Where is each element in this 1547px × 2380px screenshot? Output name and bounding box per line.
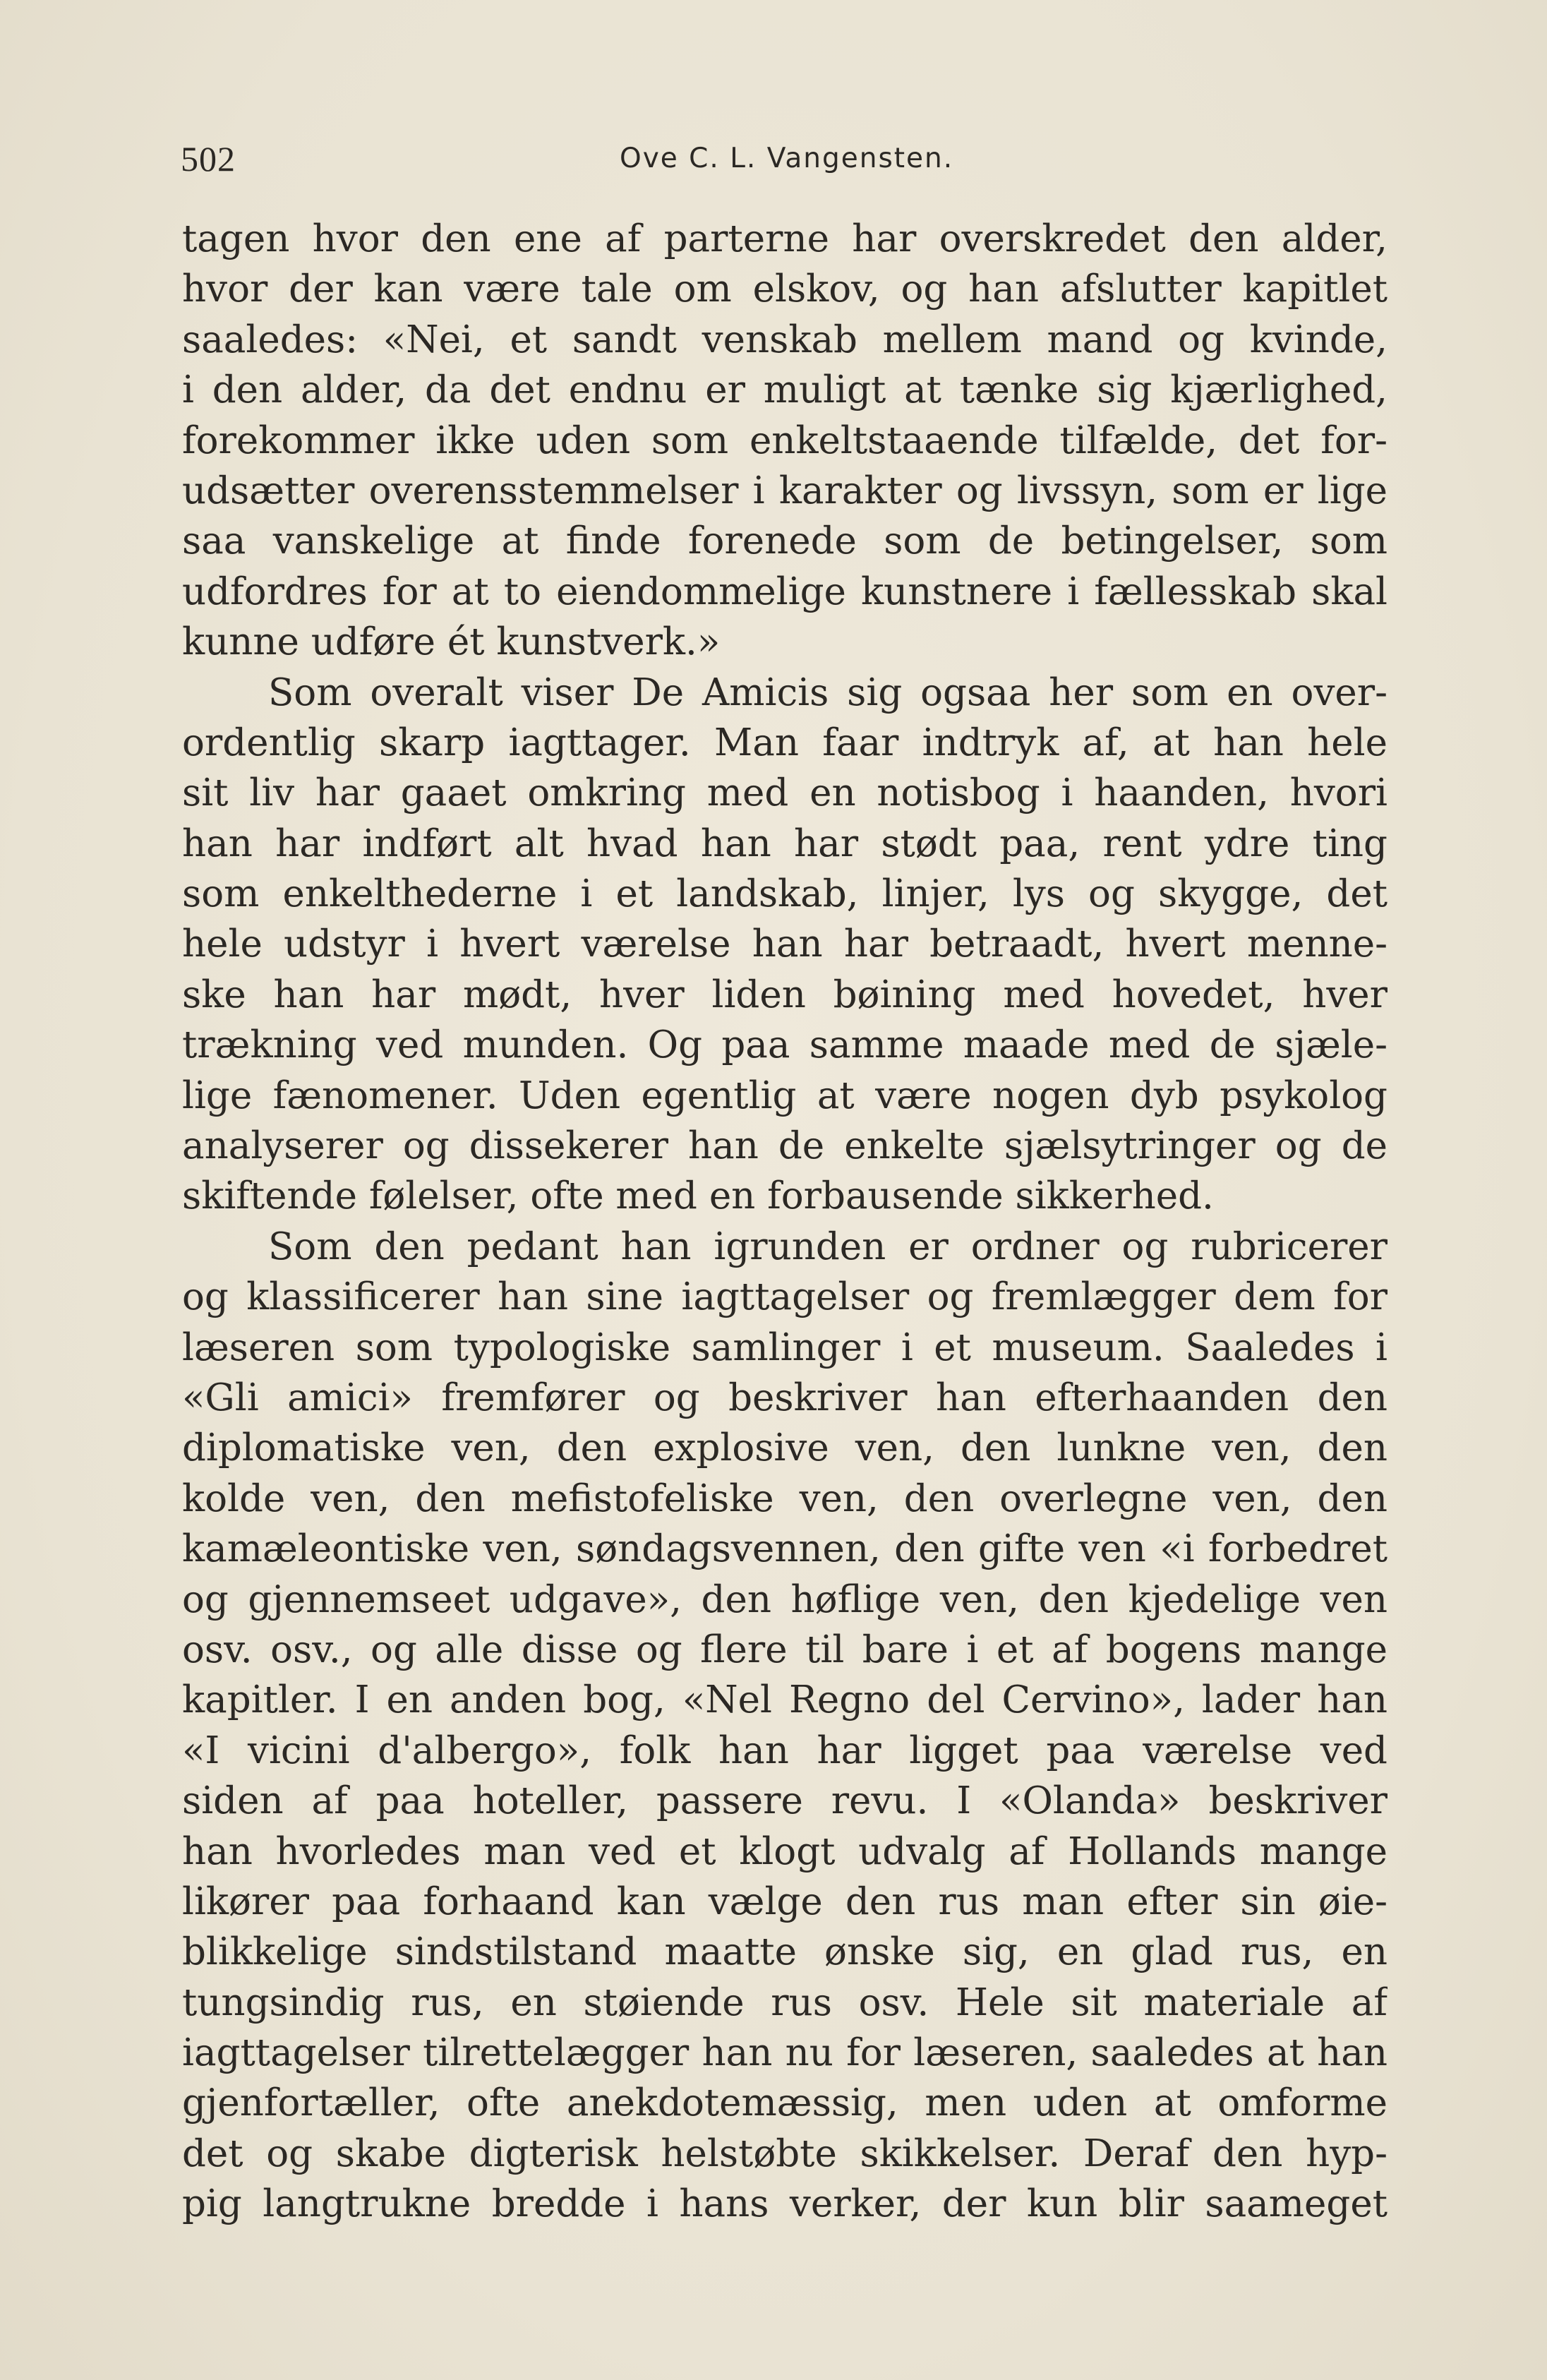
text-line: Som overalt viser De Amicis sig ogsaa her som en over- [268,671,1388,714]
page-number: 502 [181,139,236,179]
text-line: forekommer ikke uden som enkeltstaaende tilfælde, det for- [182,419,1388,462]
text-line: hvor der kan være tale om elskov, og han afslutter kapitlet [182,268,1388,311]
text-line: kunne udføre ét kunstverk.» [182,620,721,664]
text-line: diplomatiske ven, den explosive ven, den lunkne ven, den [182,1426,1388,1470]
text-line: sit liv har gaaet omkring med en notisbog i haanden, hvori [182,771,1388,815]
text-line: kolde ven, den mefistofeliske ven, den overlegne ven, den [182,1477,1388,1520]
running-title: Ove C. L. Vangensten. [620,143,954,174]
text-line: siden af paa hoteller, passere revu. I «Olanda» beskriver [182,1779,1388,1823]
text-line: han hvorledes man ved et klogt udvalg af Hollands mange [182,1829,1388,1873]
text-line: saaledes: «Nei, et sandt venskab mellem mand og kvinde, [182,318,1388,361]
text-line: blikkelige sindstilstand maatte ønske sig, en glad rus, en [182,1930,1388,1974]
text-line: trækning ved munden. Og paa samme maade med de sjæle- [182,1023,1388,1067]
text-line: analyserer og dissekerer han de enkelte sjælsytringer og de [182,1124,1388,1168]
text-line: hele udstyr i hvert værelse han har betraadt, hvert menne- [182,922,1388,966]
text-line: tungsindig rus, en støiende rus osv. Hele sit materiale af [182,1981,1388,2024]
text-line: osv. osv., og alle disse og flere til bare i et af bogens mange [182,1628,1388,1671]
text-line: udsætter overensstemmelser i karakter og livssyn, som er lige [182,469,1388,512]
text-line: i den alder, da det endnu er muligt at tænke sig kjærlighed, [182,368,1388,412]
text-line: og klassificerer han sine iagttagelser og fremlægger dem for [182,1275,1388,1319]
text-line: kapitler. I en anden bog, «Nel Regno del Cervino», lader han [182,1678,1388,1722]
text-line: Som den pedant han igrunden er ordner og rubricerer [268,1225,1388,1268]
text-line: pig langtrukne bredde i hans verker, der kun blir saameget [182,2182,1388,2226]
text-line: kamæleontiske ven, søndagsvennen, den gifte ven «i forbedret [182,1527,1388,1571]
text-line: udfordres for at to eiendommelige kunstnere i fællesskab skal [182,570,1388,613]
text-line: gjenfortæller, ofte anekdotemæssig, men uden at omforme [182,2081,1388,2125]
text-line: ske han har mødt, hver liden bøining med hovedet, hver [182,973,1388,1016]
text-line: han har indført alt hvad han har stødt paa, rent ydre ting [182,822,1388,865]
text-line: saa vanskelige at finde forenede som de betingelser, som [182,519,1388,563]
text-line: ordentlig skarp iagttager. Man faar indtryk af, at han hele [182,721,1388,764]
text-line: «Gli amici» fremfører og beskriver han efterhaanden den [182,1376,1388,1419]
text-line: «I vicini d'albergo», folk han har ligget paa værelse ved [182,1729,1388,1772]
text-line: det og skabe digterisk helstøbte skikkelser. Deraf den hyp- [182,2132,1388,2175]
text-line: og gjennemseet udgave», den høflige ven, den kjedelige ven [182,1577,1388,1621]
text-line: læseren som typologiske samlinger i et museum. Saaledes i [182,1326,1388,1369]
text-line: tagen hvor den ene af parterne har overskredet den alder, [182,217,1388,260]
text-line: som enkelthederne i et landskab, linjer, lys og skygge, det [182,872,1388,916]
text-line: likører paa forhaand kan vælge den rus man efter sin øie- [182,1880,1388,1923]
body-text [182,214,1388,2230]
text-line: lige fænomener. Uden egentlig at være nogen dyb psykolog [182,1074,1388,1117]
running-head [181,134,1389,184]
text-line: iagttagelser tilrettelægger han nu for læseren, saaledes at han [182,2031,1388,2075]
text-line: skiftende følelser, ofte med en forbausende sikkerhed. [182,1174,1214,1218]
